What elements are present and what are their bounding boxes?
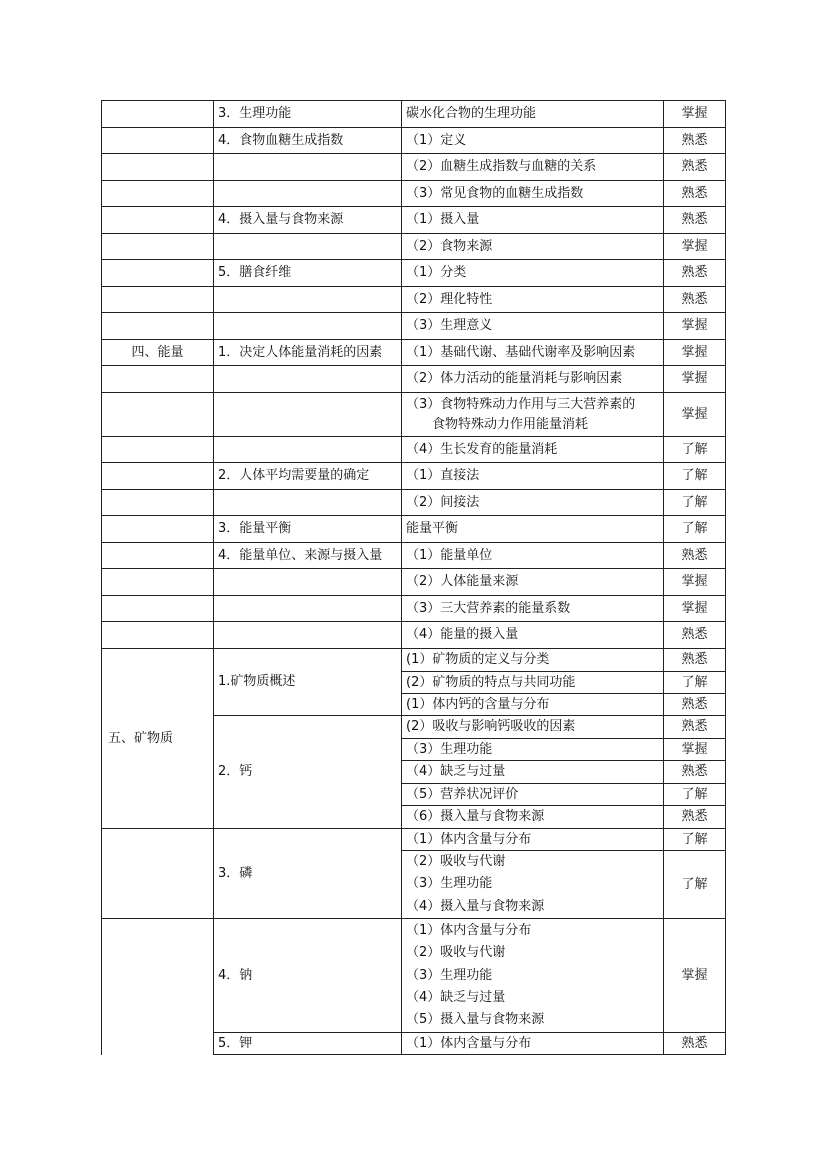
content-cell: （2）体力活动的能量消耗与影响因素 — [402, 366, 664, 393]
table-row — [102, 437, 726, 463]
item-cell: 5．钾 — [214, 1033, 402, 1055]
level-cell: 熟悉 — [664, 181, 726, 207]
content-cell: (1）体内钙的含量与分布 — [402, 694, 664, 716]
content-cell: （1）分类 — [402, 260, 664, 287]
level-cell: 了解 — [664, 784, 726, 806]
level-cell: 熟悉 — [664, 761, 726, 784]
content-cell: （4）能量的摄入量 — [402, 622, 664, 649]
content-cell: （1）摄入量 — [402, 207, 664, 234]
content-cell: （3）三大营养素的能量系数 — [402, 596, 664, 622]
level-cell: 掌握 — [664, 393, 726, 437]
content-cell: (1）矿物质的定义与分类 — [402, 649, 664, 672]
item-cell — [214, 313, 402, 340]
category-cell — [102, 234, 214, 260]
content-cell: （3）常见食物的血糖生成指数 — [402, 181, 664, 207]
level-cell: 熟悉 — [664, 154, 726, 181]
content-cell: （2）理化特性 — [402, 287, 664, 313]
category-cell: 四、能量 — [102, 340, 214, 366]
table-row — [102, 101, 726, 128]
content-line: （3）食物特殊动力作用与三大营养素的 — [406, 396, 636, 412]
table-row — [102, 463, 726, 490]
item-cell — [214, 287, 402, 313]
level-cell: 了解 — [664, 463, 726, 490]
table-row — [102, 543, 726, 569]
content-line: （3）生理功能 — [406, 967, 493, 983]
category-cell — [102, 181, 214, 207]
content-cell: (2）吸收与影响钙吸收的因素 — [402, 716, 664, 739]
table-row — [102, 181, 726, 207]
level-cell: 熟悉 — [664, 543, 726, 569]
item-cell: 1.矿物质概述 — [214, 649, 402, 716]
category-cell — [102, 287, 214, 313]
category-cell — [102, 260, 214, 287]
content-cell: （1）能量单位 — [402, 543, 664, 569]
content-cell — [402, 919, 664, 1033]
level-cell: 了解 — [664, 829, 726, 851]
level-cell: 掌握 — [664, 234, 726, 260]
content-cell: （2）血糖生成指数与血糖的关系 — [402, 154, 664, 181]
content-line: （1）体内含量与分布 — [406, 922, 532, 938]
item-cell: 3．能量平衡 — [214, 516, 402, 543]
item-cell — [214, 596, 402, 622]
item-cell — [214, 366, 402, 393]
item-cell: 4．摄入量与食物来源 — [214, 207, 402, 234]
level-cell: 掌握 — [664, 366, 726, 393]
table-row — [102, 366, 726, 393]
category-cell — [102, 366, 214, 393]
content-line: （3）生理功能 — [406, 876, 493, 892]
level-cell: 了解 — [664, 437, 726, 463]
item-cell — [214, 181, 402, 207]
level-cell: 了解 — [664, 490, 726, 516]
table-row — [102, 569, 726, 596]
content-cell: （4）生长发育的能量消耗 — [402, 437, 664, 463]
level-cell: 熟悉 — [664, 622, 726, 649]
content-cell: （4）缺乏与过量 — [402, 761, 664, 784]
item-cell — [214, 393, 402, 437]
table-row — [102, 313, 726, 340]
content-line: （5）摄入量与食物来源 — [406, 1012, 545, 1028]
item-cell: 3．生理功能 — [214, 101, 402, 128]
item-cell: 1．决定人体能量消耗的因素 — [214, 340, 402, 366]
content-cell: （1）定义 — [402, 128, 664, 154]
level-cell: 掌握 — [664, 340, 726, 366]
item-cell — [214, 490, 402, 516]
table-row — [102, 207, 726, 234]
level-cell: 熟悉 — [664, 287, 726, 313]
level-cell: 熟悉 — [664, 207, 726, 234]
item-cell — [214, 234, 402, 260]
category-cell — [102, 101, 214, 128]
category-cell — [102, 919, 214, 1055]
table-row — [102, 260, 726, 287]
category-cell — [102, 596, 214, 622]
level-cell: 掌握 — [664, 313, 726, 340]
content-cell: 能量平衡 — [402, 516, 664, 543]
content-line: （2）吸收与代谢 — [406, 945, 506, 961]
content-cell: （3）生理功能 — [402, 739, 664, 761]
table-row — [102, 829, 726, 851]
item-cell — [214, 154, 402, 181]
category-cell — [102, 622, 214, 649]
item-cell: 4．食物血糖生成指数 — [214, 128, 402, 154]
level-cell: 了解 — [664, 516, 726, 543]
level-cell: 熟悉 — [664, 128, 726, 154]
content-cell: （2）食物来源 — [402, 234, 664, 260]
level-cell: 了解 — [664, 672, 726, 694]
level-cell: 掌握 — [664, 569, 726, 596]
content-cell: （5）营养状况评价 — [402, 784, 664, 806]
table-row — [102, 154, 726, 181]
content-cell: （2）人体能量来源 — [402, 569, 664, 596]
table-row — [102, 649, 726, 672]
level-cell: 掌握 — [664, 596, 726, 622]
table-row — [102, 340, 726, 366]
level-cell: 熟悉 — [664, 694, 726, 716]
item-cell: 4．钠 — [214, 919, 402, 1033]
category-cell — [102, 207, 214, 234]
level-cell: 熟悉 — [664, 649, 726, 672]
table-row — [102, 516, 726, 543]
item-cell — [214, 569, 402, 596]
category-cell — [102, 437, 214, 463]
category-cell — [102, 128, 214, 154]
content-cell — [402, 851, 664, 919]
content-cell: （3）生理意义 — [402, 313, 664, 340]
level-cell: 掌握 — [664, 739, 726, 761]
table-row — [102, 287, 726, 313]
item-cell — [214, 437, 402, 463]
table-row — [102, 490, 726, 516]
category-cell: 五、矿物质 — [102, 649, 214, 829]
content-cell — [402, 393, 664, 437]
content-cell: （1）基础代谢、基础代谢率及影响因素 — [402, 340, 664, 366]
category-cell — [102, 490, 214, 516]
level-cell: 熟悉 — [664, 260, 726, 287]
category-cell — [102, 393, 214, 437]
category-cell — [102, 543, 214, 569]
item-cell: 3．磷 — [214, 829, 402, 919]
level-cell: 熟悉 — [664, 1033, 726, 1055]
table-row — [102, 234, 726, 260]
category-cell — [102, 829, 214, 919]
item-cell: 5．膳食纤维 — [214, 260, 402, 287]
content-line: （4）缺乏与过量 — [406, 989, 506, 1005]
table-row — [102, 622, 726, 649]
level-cell: 熟悉 — [664, 806, 726, 829]
category-cell — [102, 154, 214, 181]
content-cell: （2）间接法 — [402, 490, 664, 516]
content-cell: (2）矿物质的特点与共同功能 — [402, 672, 664, 694]
category-cell — [102, 569, 214, 596]
content-line: （4）摄入量与食物来源 — [406, 898, 545, 914]
table-row — [102, 128, 726, 154]
item-cell — [214, 622, 402, 649]
content-cell: （1）体内含量与分布 — [402, 829, 664, 851]
content-line: （2）吸收与代谢 — [406, 854, 506, 869]
table-row — [102, 596, 726, 622]
table-row — [102, 393, 726, 437]
category-cell — [102, 516, 214, 543]
category-cell — [102, 463, 214, 490]
syllabus-table — [101, 100, 726, 1055]
content-cell: （1）体内含量与分布 — [402, 1033, 664, 1055]
content-cell: （1）直接法 — [402, 463, 664, 490]
level-cell: 了解 — [664, 851, 726, 919]
item-cell: 2．人体平均需要量的确定 — [214, 463, 402, 490]
table-row — [102, 919, 726, 1033]
item-cell: 2．钙 — [214, 716, 402, 829]
item-cell: 4．能量单位、来源与摄入量 — [214, 543, 402, 569]
category-cell — [102, 313, 214, 340]
content-line: 食物特殊动力作用能量消耗 — [432, 416, 589, 432]
content-cell: （6）摄入量与食物来源 — [402, 806, 664, 829]
level-cell: 熟悉 — [664, 716, 726, 739]
content-cell: 碳水化合物的生理功能 — [402, 101, 664, 128]
level-cell: 掌握 — [664, 101, 726, 128]
level-cell: 掌握 — [664, 919, 726, 1033]
